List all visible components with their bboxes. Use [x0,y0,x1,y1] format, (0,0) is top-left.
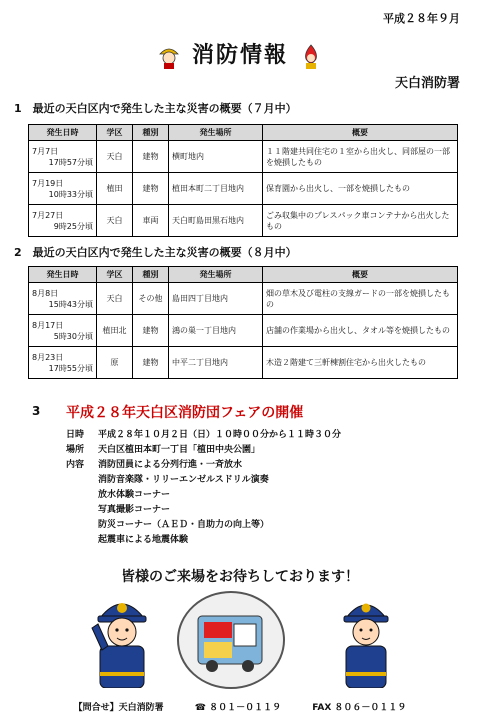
column-header: 学区 [97,125,133,141]
firefighter-mascot-icon [156,43,182,69]
summary-cell: １１階建共同住宅の１室から出火し、同部屋の一部を焼損したもの [263,141,458,173]
july-incidents-table [28,124,458,237]
summary-cell: 保育園から出火し、一部を焼損したもの [263,173,458,205]
date-cell: 8月23日 17時55分頃 [29,347,97,379]
fax-number: FAX ８０６－０１１９ [312,703,407,713]
fair-title: 平成２８年天白区消防団フェアの開催 [66,405,304,421]
date-cell: 7月19日 10時33分頃 [29,173,97,205]
column-header: 学区 [97,267,133,283]
column-header: 概要 [263,125,458,141]
title-text: 消防情報 [191,43,288,68]
table-row [29,347,458,379]
type-cell: 建物 [133,141,169,173]
content-item: 放水体験コーナー [98,490,171,500]
district-cell: 天白 [97,205,133,237]
place-cell: 中平二丁目地内 [169,347,263,379]
content-item: 起震車による地震体験 [98,535,189,545]
phone-number: ☎ ８０１－０１１９ [194,703,282,713]
table-row [29,173,458,205]
issue-date: 平成２８年９月 [383,12,460,25]
date-cell: 7月27日 9時25分頃 [29,205,97,237]
organization-name: 天白消防署 [394,76,460,91]
event-photo-illustration [176,590,286,690]
date-cell: 7月7日 17時57分頃 [29,141,97,173]
page-title [0,38,480,69]
event-datetime: 日時 平成２８年１０月２日（日）１０時００分から１１時３０分 [66,430,342,440]
section2-heading: 2 最近の天白区内で発生した主な災害の概要（８月中） [14,246,297,259]
column-header: 発生場所 [169,125,263,141]
district-cell: 植田北 [97,315,133,347]
type-cell: 建物 [133,173,169,205]
column-header: 概要 [263,267,458,283]
date-cell: 8月8日 15時43分頃 [29,283,97,315]
event-content: 内容 消防団員による分列行進・一斉放水 [66,460,243,470]
summary-cell: ごみ収集中のプレスパック車コンテナから出火したもの [263,205,458,237]
table-header-row [29,267,458,283]
column-header: 種別 [133,267,169,283]
district-cell: 天白 [97,283,133,315]
content-item: 写真撮影コーナー [98,505,171,515]
event-details [66,428,341,548]
summary-cell: 木造２階建て三軒棟割住宅から出火したもの [263,347,458,379]
table-row [29,283,458,315]
column-header: 発生日時 [29,267,97,283]
table-header-row [29,125,458,141]
column-header: 発生場所 [169,267,263,283]
section3-number: 3 [32,404,41,418]
section1-heading: 1 最近の天白区内で発生した主な災害の概要（７月中） [14,102,297,115]
table-row [29,141,458,173]
type-cell: 車両 [133,205,169,237]
summary-cell: 店舗の作業場から出火し、タオル等を焼損したもの [263,315,458,347]
event-venue: 場所 天白区植田本町一丁目「植田中央公園」 [66,445,261,455]
district-cell: 原 [97,347,133,379]
place-cell: 鴻の巣一丁目地内 [169,315,263,347]
firefighter-illustration [86,592,158,688]
column-header: 発生日時 [29,125,97,141]
type-cell: 建物 [133,315,169,347]
content-item: 消防音楽隊・リリーエンゼルスドリル演奏 [98,475,269,485]
content-item: 防災コーナー（ＡＥＤ・自助力の向上等） [98,520,270,530]
place-cell: 植田本町二丁目地内 [169,173,263,205]
welcome-message: 皆様のご来場をお待ちしております！ [121,569,359,585]
type-cell: 建物 [133,347,169,379]
column-header: 種別 [133,125,169,141]
place-cell: 横町地内 [169,141,263,173]
place-cell: 天白町島田黒石地内 [169,205,263,237]
district-cell: 天白 [97,141,133,173]
female-firefighter-illustration [336,592,396,688]
date-cell: 8月17日 5時30分頃 [29,315,97,347]
type-cell: その他 [133,283,169,315]
summary-cell: 畑の草木及び電柱の支線ガードの一部を焼損したもの [263,283,458,315]
august-incidents-table [28,266,458,379]
fire-mascot-icon [298,43,324,69]
place-cell: 島田四丁目地内 [169,283,263,315]
table-row [29,205,458,237]
contact-label: 【問合せ】天白消防署 [73,703,164,713]
contact-footer [0,700,480,713]
table-row [29,315,458,347]
district-cell: 植田 [97,173,133,205]
